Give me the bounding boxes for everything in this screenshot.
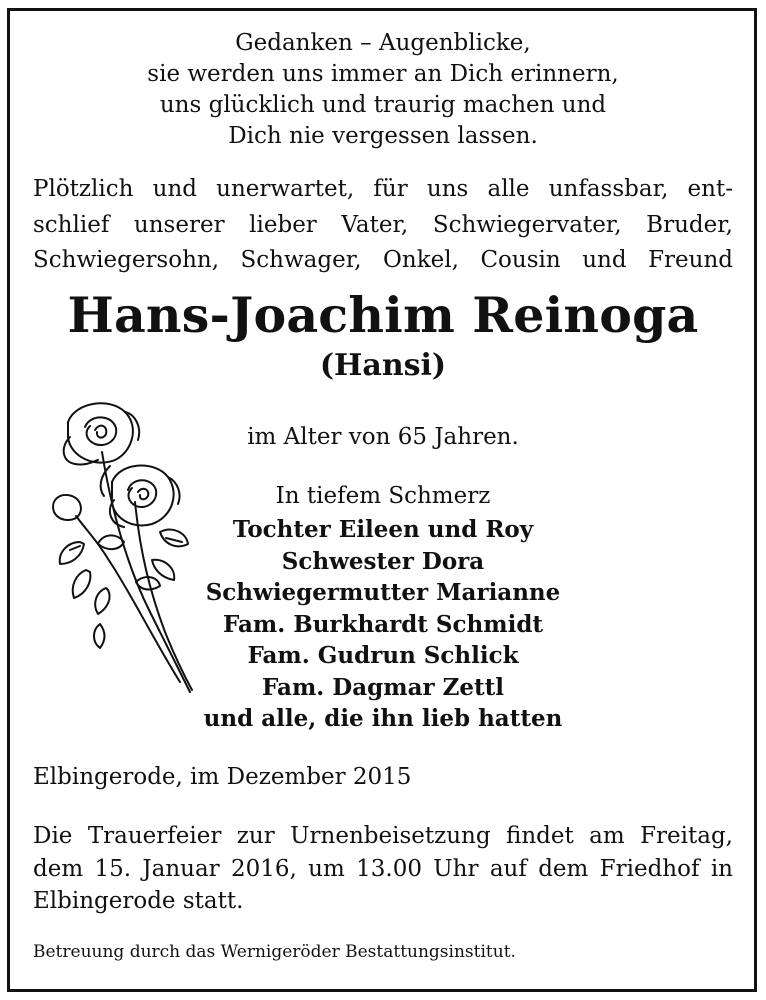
mourner-name: Tochter Eileen und Roy xyxy=(232,516,534,543)
age-text: im Alter von 65 Jahren. xyxy=(247,424,519,450)
poem-line: uns glücklich und traurig machen und xyxy=(159,92,607,118)
mourners-list xyxy=(140,514,626,735)
intro-line: schlief unserer lieber Vater, Schwiegervater, Bruder, xyxy=(33,211,733,238)
deceased-nickname: (Hansi) xyxy=(319,348,447,383)
service-line: Elbingerode statt. xyxy=(33,888,244,914)
service-info xyxy=(33,820,733,918)
place-date: Elbingerode, im Dezember 2015 xyxy=(33,764,412,790)
mourner-name: und alle, die ihn lieb hatten xyxy=(203,705,563,732)
mourner-name: Schwiegermutter Marianne xyxy=(205,579,561,606)
poem-line: Gedanken – Augenblicke, xyxy=(235,30,531,56)
mourner-name: Fam. Dagmar Zettl xyxy=(261,673,505,701)
mourners-heading: In tiefem Schmerz xyxy=(275,483,491,509)
service-line: dem 15. Januar 2016, um 13.00 Uhr auf dem Friedhof in xyxy=(33,855,733,882)
poem-line: Dich nie vergessen lassen. xyxy=(228,123,538,149)
poem xyxy=(0,28,766,152)
mourner-name: Fam. Burkhardt Schmidt xyxy=(222,610,544,638)
mourner-name: Schwester Dora xyxy=(281,547,485,575)
intro-line: Schwiegersohn, Schwager, Onkel, Cousin und Freund xyxy=(33,247,733,273)
service-line: Die Trauerfeier zur Urnenbeisetzung findet am Freitag, xyxy=(33,823,733,849)
mourner-name: Fam. Gudrun Schlick xyxy=(247,642,519,669)
intro-line: Plötzlich und unerwartet, für uns alle unfassbar, ent- xyxy=(33,176,733,202)
intro-text xyxy=(33,172,733,279)
poem-line: sie werden uns immer an Dich erinnern, xyxy=(147,61,619,87)
deceased-name: Hans-Joachim Reinoga xyxy=(67,286,699,344)
funeral-home-note: Betreuung durch das Wernigeröder Bestattungsinstitut. xyxy=(33,942,516,962)
